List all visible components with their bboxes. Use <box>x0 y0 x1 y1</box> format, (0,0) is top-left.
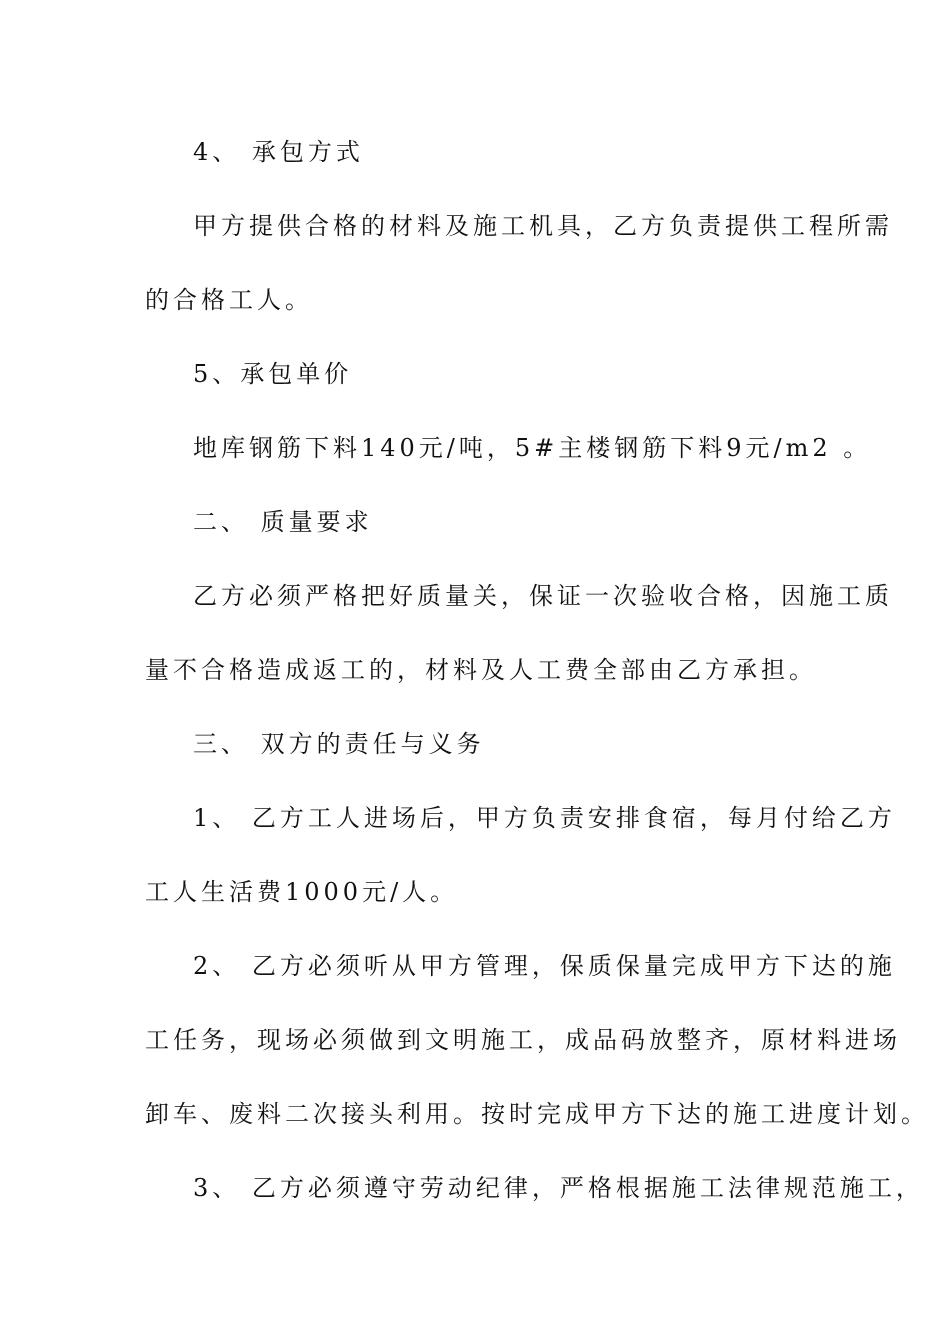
paragraph-line: 乙方必须严格把好质量关，保证一次验收合格，因施工质 <box>193 582 893 610</box>
paragraph-line: 量不合格造成返工的，材料及人工费全部由乙方承担。 <box>145 656 817 684</box>
paragraph-line: 3、 乙方必须遵守劳动纪律，严格根据施工法律规范施工， <box>193 1174 924 1202</box>
paragraph-line: 甲方提供合格的材料及施工机具，乙方负责提供工程所需 <box>193 212 893 240</box>
paragraph-line: 工人生活费1000元/人。 <box>145 878 459 906</box>
section-heading-responsibilities: 三、 双方的责任与义务 <box>193 730 485 758</box>
paragraph-line: 的合格工人。 <box>145 286 313 314</box>
paragraph-line: 地库钢筋下料140元/吨，5#主楼钢筋下料9元/m2 。 <box>193 434 872 462</box>
paragraph-line: 工任务，现场必须做到文明施工，成品码放整齐，原材料进场 <box>145 1026 901 1054</box>
section-heading-quality: 二、 质量要求 <box>193 508 373 536</box>
section-heading-unit-price: 5、承包单价 <box>193 360 353 388</box>
paragraph-line: 2、 乙方必须听从甲方管理，保质保量完成甲方下达的施 <box>193 952 896 980</box>
paragraph-line: 1、 乙方工人进场后，甲方负责安排食宿，每月付给乙方 <box>193 804 896 832</box>
paragraph-line: 卸车、废料二次接头利用。按时完成甲方下达的施工进度计划。 <box>145 1100 929 1128</box>
section-heading-contract-method: 4、 承包方式 <box>193 138 364 166</box>
